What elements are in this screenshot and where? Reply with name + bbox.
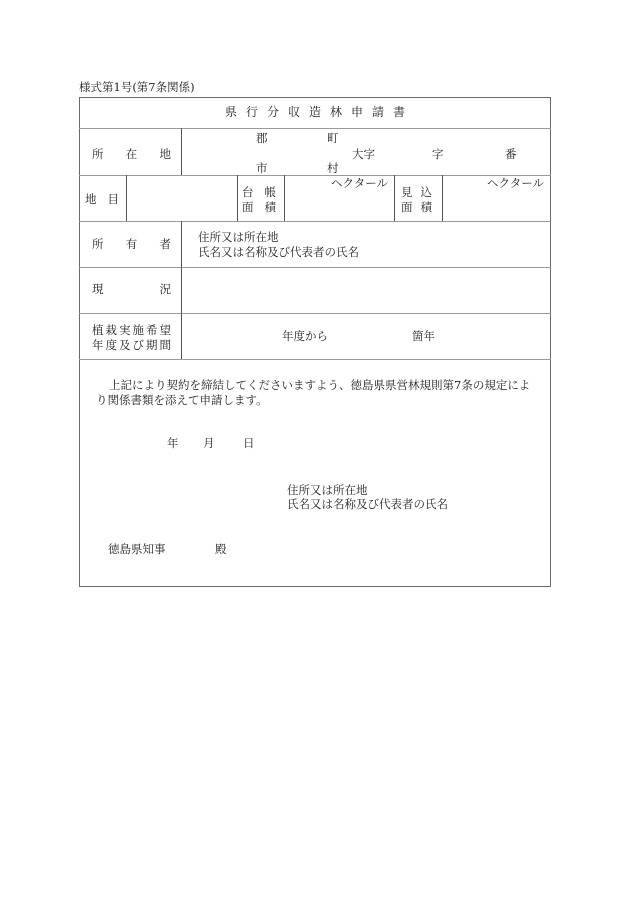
date-month: 月 (203, 436, 215, 450)
location-field[interactable] (182, 129, 550, 175)
owner-field[interactable] (182, 222, 550, 267)
land-category-label: 地 目 (85, 192, 119, 206)
estimated-area-label-line1: 見 込 (401, 185, 432, 199)
planting-label-line1: 植 栽 実 施 希 望 (92, 323, 171, 337)
owner-name-line: 氏名又は名称及び代表者の氏名 (198, 245, 359, 259)
land-category-field[interactable] (127, 176, 237, 221)
column-divider (394, 175, 395, 221)
column-divider (237, 175, 238, 221)
cho-label: 町 (327, 131, 339, 145)
date-day: 日 (243, 436, 255, 450)
applicant-name-line: 氏名又は名称及び代表者の氏名 (287, 497, 448, 511)
location-label: 所 在 地 (92, 147, 171, 161)
estimated-area-field[interactable] (443, 176, 550, 221)
owner-label: 所 有 者 (92, 237, 171, 251)
form-number: 様式第1号(第7条関係) (79, 80, 195, 94)
son-label: 村 (327, 161, 339, 175)
declaration-line1: 上記により契約を締結してくださいますよう、徳島県県営林規則第7条の規定によ (109, 378, 531, 392)
declaration-line2: り関係書類を添えて申請します。 (96, 393, 268, 407)
ledger-area-label-line2: 面 積 (242, 200, 276, 214)
ledger-area-unit: ヘクタール (330, 176, 388, 190)
from-year-suffix: 年度から (282, 329, 328, 343)
ledger-area-label-line1: 台 帳 (242, 185, 276, 199)
date-year: 年 (167, 436, 179, 450)
addressee-name: 徳島県知事 (108, 542, 166, 556)
row-divider (79, 359, 551, 360)
planting-field[interactable] (182, 314, 550, 359)
ledger-area-field[interactable] (285, 176, 394, 221)
aza-label: 字 (432, 147, 444, 161)
duration-suffix: 箇年 (412, 329, 435, 343)
ban-label: 番 (505, 147, 517, 161)
oaza-label: 大字 (352, 147, 375, 161)
owner-address-line: 住所又は所在地 (198, 230, 279, 244)
shi-label: 市 (256, 161, 268, 175)
current-status-field[interactable] (182, 268, 550, 313)
estimated-area-label-line2: 面 積 (401, 200, 432, 214)
form-title: 県行分収造林申請書 (224, 105, 414, 119)
gun-label: 郡 (256, 131, 268, 145)
current-status-label: 現 況 (92, 282, 171, 296)
estimated-area-unit: ヘクタール (486, 176, 544, 190)
addressee-honorific: 殿 (215, 542, 227, 556)
applicant-address-line: 住所又は所在地 (287, 483, 368, 497)
planting-label-line2: 年 度 及 び 期 間 (92, 338, 171, 352)
